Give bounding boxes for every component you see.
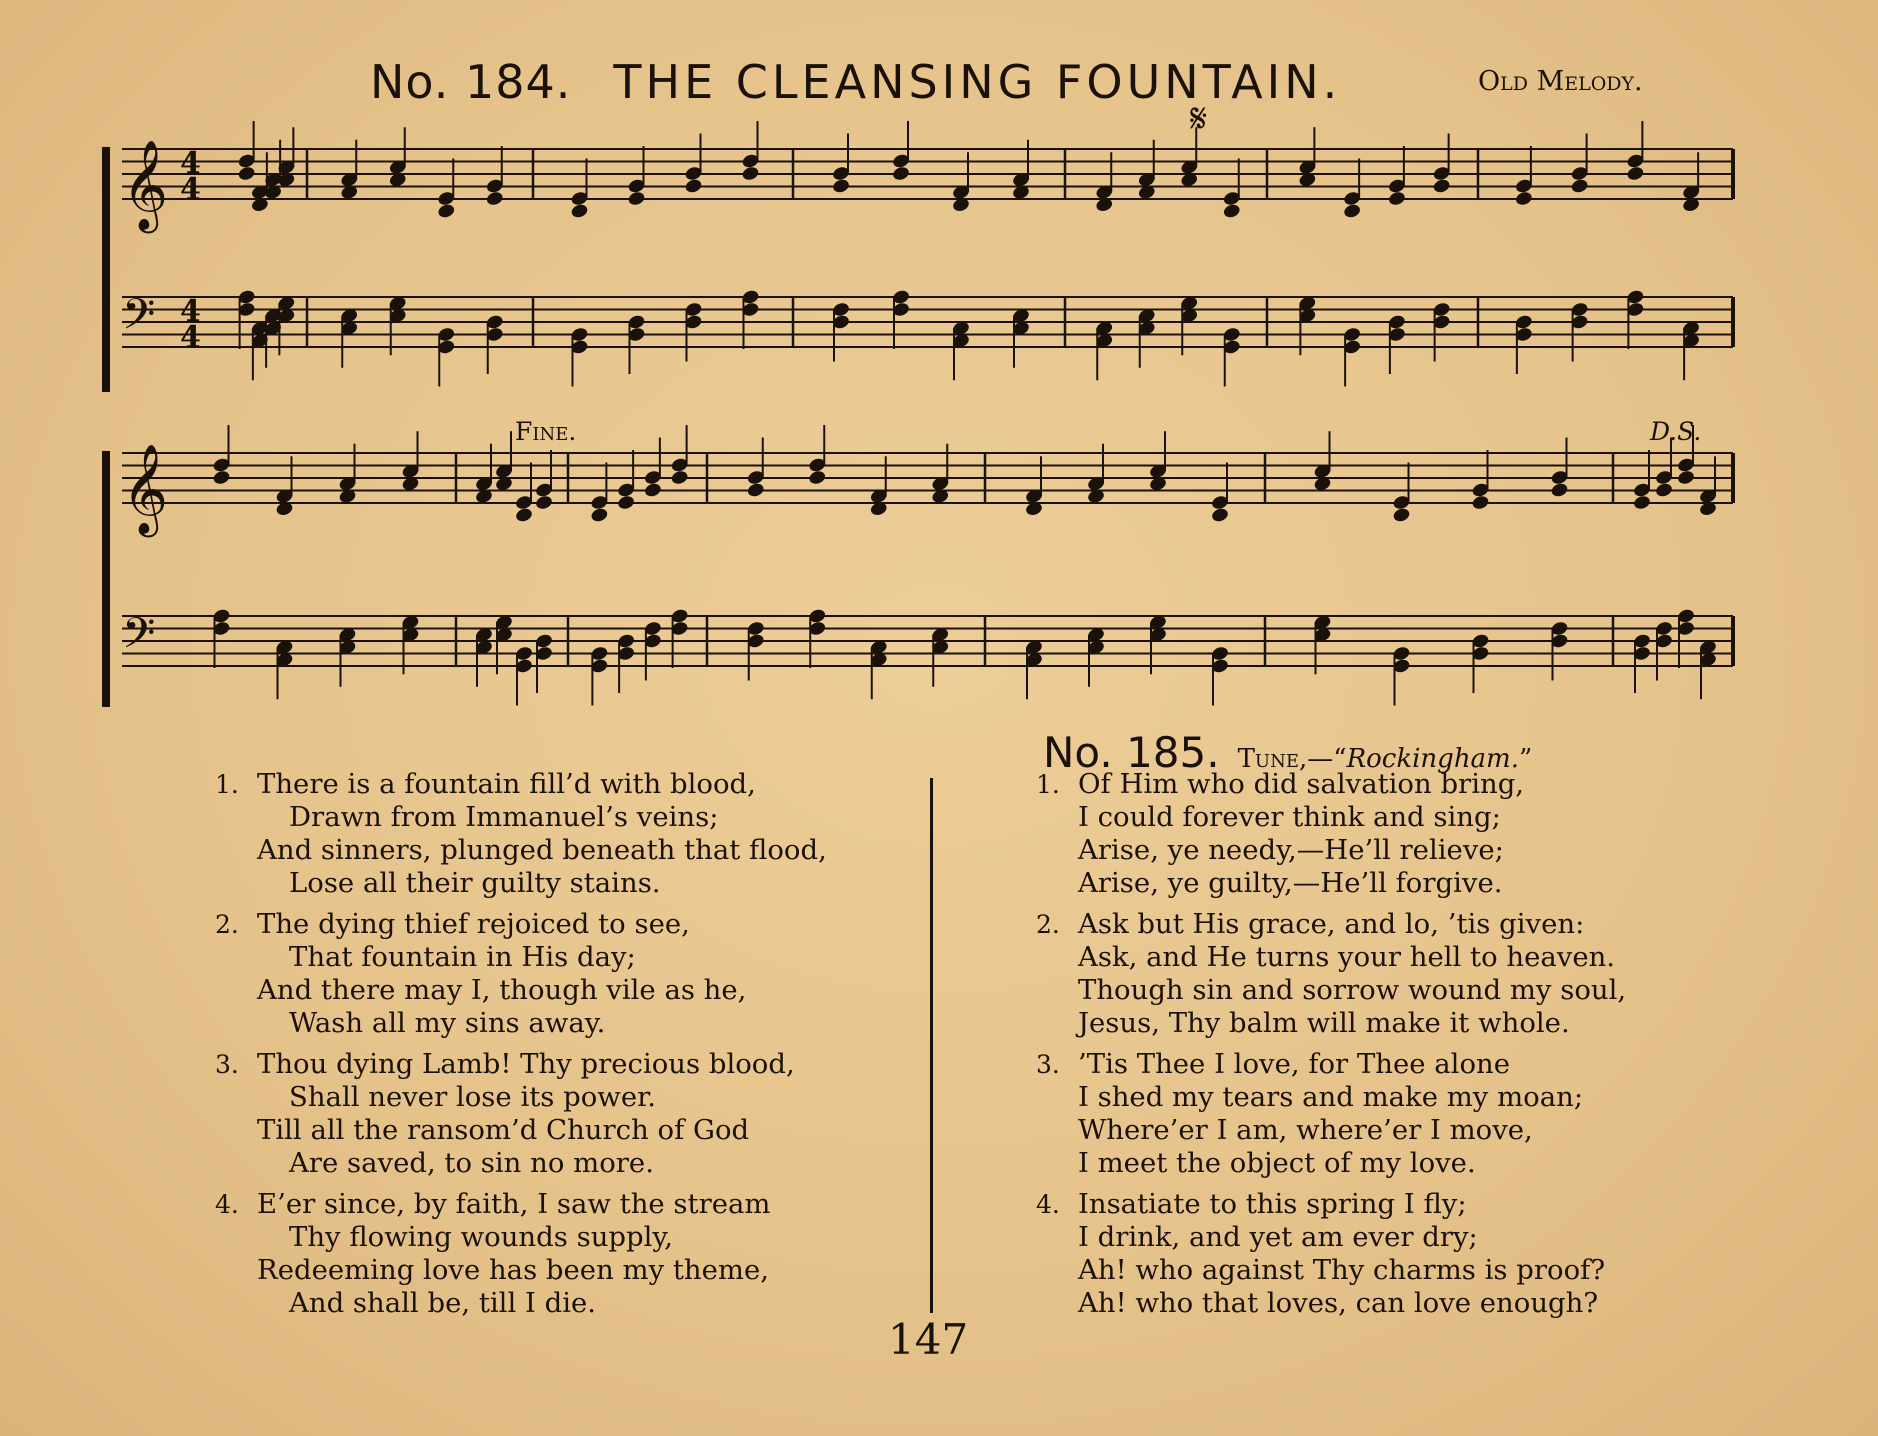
note-head [212, 469, 231, 486]
verse-line: I meet the object of my love. [1078, 1147, 1476, 1179]
tune-prefix: Tune,—“ [1237, 744, 1347, 774]
verse-number: 4. [215, 1190, 239, 1219]
time-signature-bottom: 4 [180, 172, 201, 207]
verse-line: Wash all my sins away. [289, 1007, 606, 1039]
verse-number: 2. [215, 910, 239, 939]
note-head [1210, 507, 1229, 524]
verse-line: Arise, ye guilty,—He’ll forgive. [1078, 867, 1503, 899]
verse-line: I drink, and yet am ever dry; [1078, 1221, 1478, 1253]
verse-line: Thy flowing wounds supply, [289, 1221, 674, 1253]
verse-line: Shall never lose its power. [289, 1081, 656, 1113]
verse-line: Till all the ransom’d Church of God [257, 1114, 750, 1146]
verse-line: And there may I, though vile as he, [257, 974, 747, 1006]
note-head [684, 178, 703, 195]
note-head [808, 469, 827, 486]
note-head [1626, 165, 1645, 182]
ds-marker: D.S. [1650, 417, 1702, 446]
verse-number: 1. [215, 770, 239, 799]
note-head [643, 482, 662, 499]
note-head [1471, 494, 1490, 511]
verse-185-4 [1036, 1188, 1606, 1320]
note-head [1432, 178, 1451, 195]
verse-line: Though sin and sorrow wound my soul, [1078, 974, 1627, 1006]
verse-185-1 [1036, 768, 1525, 900]
note-head [670, 469, 689, 486]
bass-clef-icon: 𝄢 [122, 609, 156, 669]
verse-line: Are saved, to sin no more. [289, 1147, 654, 1179]
note-head [237, 165, 256, 182]
verse-185-3 [1036, 1048, 1584, 1180]
note-head [1387, 190, 1406, 207]
verse-line: Thou dying Lamb! Thy precious blood, [257, 1048, 795, 1080]
note-head [437, 203, 456, 220]
note-head [891, 165, 910, 182]
note-head [1632, 494, 1651, 511]
verse-line: I could forever think and sing; [1078, 801, 1501, 833]
verse-number: 1. [1036, 770, 1060, 799]
note-head [741, 165, 760, 182]
fine-marker: Fine. [515, 417, 577, 446]
verse-line: Ah! who against Thy charms is proof? [1078, 1254, 1606, 1286]
note-head [617, 494, 636, 511]
system-bar [102, 147, 110, 392]
verse-line: ’Tis Thee I love, for Thee alone [1078, 1048, 1511, 1080]
page-number: 147 [888, 1315, 969, 1364]
verse-line: The dying thief rejoiced to see, [257, 908, 690, 940]
verse-184-1 [215, 768, 827, 900]
note-head [534, 494, 553, 511]
hymn-185-number: No. 185. [1043, 728, 1220, 777]
verse-line: Arise, ye needy,—He’ll relieve; [1078, 834, 1504, 866]
verse-line: Where’er I am, where’er I move, [1078, 1114, 1533, 1146]
time-signature-top: 4 [180, 146, 201, 181]
verse-line: Redeeming love has been my theme, [257, 1254, 770, 1286]
verse-number: 2. [1036, 910, 1060, 939]
hymn-184-number: No. 184. [370, 55, 572, 109]
treble-clef-icon: 𝄞 [122, 444, 169, 534]
verse-line: And sinners, plunged beneath that flood, [257, 834, 827, 866]
verse-line: There is a fountain fill’d with blood, [257, 768, 756, 800]
verse-line: That fountain in His day; [289, 941, 636, 973]
system-bar [102, 451, 110, 707]
note-head [1392, 507, 1411, 524]
note-head [627, 190, 646, 207]
verse-line: E’er since, by faith, I saw the stream [257, 1188, 771, 1220]
note-head [1222, 203, 1241, 220]
verse-line: Lose all their guilty stains. [289, 867, 661, 899]
note-head [514, 507, 533, 524]
melody-credit: Old Melody. [1478, 66, 1643, 97]
verse-line: Ask, and He turns your hell to heaven. [1078, 941, 1616, 973]
note-head [831, 178, 850, 195]
note-head [485, 190, 504, 207]
verse-line: Ah! who that loves, can love enough? [1078, 1287, 1599, 1319]
note-head [746, 482, 765, 499]
note-head [1676, 469, 1695, 486]
tune-name: Rockingham. [1346, 744, 1519, 774]
note-head [1550, 482, 1569, 499]
note-head [590, 507, 609, 524]
treble-clef-icon: 𝄞 [122, 140, 169, 230]
column-divider [930, 778, 933, 1313]
verse-line: And shall be, till I die. [289, 1287, 597, 1319]
hymn-184-title: THE CLEANSING FOUNTAIN. [613, 55, 1342, 109]
note-head [570, 203, 589, 220]
verse-line: Of Him who did salvation bring, [1078, 768, 1525, 800]
verse-184-3 [215, 1048, 795, 1180]
verse-184-2 [215, 908, 747, 1040]
bass-clef-icon: 𝄢 [122, 290, 156, 350]
time-signature-top: 4 [180, 294, 201, 329]
verse-line: I shed my tears and make my moan; [1078, 1081, 1584, 1113]
note-head [1654, 482, 1673, 499]
time-signature-bottom: 4 [180, 320, 201, 355]
note-head [1514, 190, 1533, 207]
verse-184-4 [215, 1188, 771, 1320]
verse-line: Jesus, Thy balm will make it whole. [1078, 1007, 1570, 1039]
verse-185-2 [1036, 908, 1627, 1040]
note-head [1570, 178, 1589, 195]
verse-number: 3. [215, 1050, 239, 1079]
verse-number: 4. [1036, 1190, 1060, 1219]
note-head [1343, 203, 1362, 220]
verse-line: Insatiate to this spring I fly; [1078, 1188, 1467, 1220]
verse-number: 3. [1036, 1050, 1060, 1079]
segno-icon: 𝄋 [1190, 96, 1208, 142]
verse-line: Drawn from Immanuel’s veins; [289, 801, 719, 833]
verse-line: Ask but His grace, and lo, ’tis given: [1078, 908, 1585, 940]
tune-suffix: ” [1518, 744, 1533, 774]
